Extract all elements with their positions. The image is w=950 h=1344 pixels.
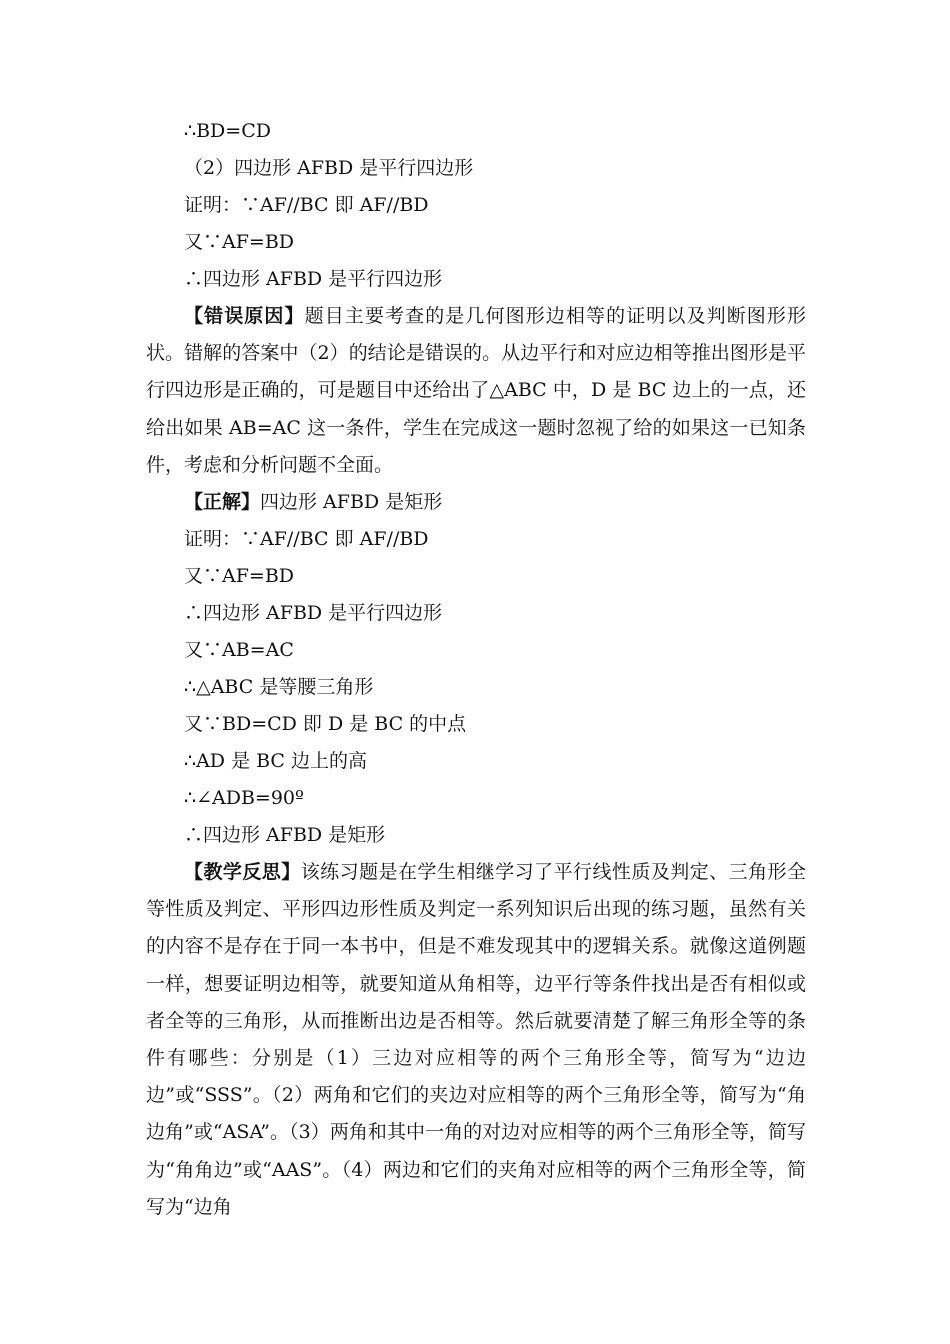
correct-answer-text: 四边形 AFBD 是矩形 bbox=[260, 491, 443, 514]
correct-proof-step-7: ∴AD 是 BC 边上的高 bbox=[184, 750, 368, 773]
wrong-claim-parallelogram: （2）四边形 AFBD 是平行四边形 bbox=[184, 157, 474, 179]
wrong-proof-step-1: 证明：∵AF//BC 即 AF//BD bbox=[184, 194, 429, 216]
error-reason-text: 题目主要考查的是几何图形边相等的证明以及判断图形形状。错解的答案中（2）的结论是错误的。从边平行和对应边相等推出图形是平行四边形是正确的，可是题目中还给出了△ABC 中，D 是 BC 边上的一点，还给出如果 AB=AC 这一条件，学生在完成这一题时忽视了给的如果这一已知条件，考虑和分析问题不全面。 bbox=[146, 305, 806, 476]
conclusion-bd-cd: ∴BD=CD bbox=[184, 120, 271, 142]
error-reason-paragraph bbox=[146, 298, 806, 484]
correct-answer-heading: 【正解】 bbox=[184, 491, 261, 514]
correct-proof-step-5: ∴△ABC 是等腰三角形 bbox=[184, 676, 374, 699]
correct-proof-step-9: ∴四边形 AFBD 是矩形 bbox=[184, 824, 386, 847]
correct-proof-step-4: 又∵AB=AC bbox=[184, 639, 294, 662]
error-reason-heading: 【错误原因】 bbox=[184, 305, 305, 327]
teaching-reflection-heading: 【教学反思】 bbox=[184, 861, 301, 884]
document-body bbox=[146, 113, 806, 1226]
correct-proof-step-8: ∴∠ADB=90º bbox=[184, 787, 304, 810]
correct-proof-step-3: ∴四边形 AFBD 是平行四边形 bbox=[184, 602, 443, 625]
wrong-proof-step-3: ∴四边形 AFBD 是平行四边形 bbox=[184, 268, 443, 290]
teaching-reflection-paragraph bbox=[146, 854, 806, 1226]
teaching-reflection-text: 该练习题是在学生相继学习了平行线性质及判定、三角形全等性质及判定、平形四边形性质及判定一系列知识后出现的练习题，虽然有关的内容不是存在于同一本书中，但是不难发现其中的逻辑关系。就像这道例题一样，想要证明边相等，就要知道从角相等，边平行等条件找出是否有相似或者全等的三角形，从而推断出边是否相等。然后就要清楚了解三角形全等的条件有哪些：分别是（1）三边对应相等的两个三角形全等，简写为“边边边”或“SSS”。（2）两角和它们的夹边对应相等的两个三角形全等，简写为“角边角”或“ASA”。（3）两角和其中一角的对边对应相等的两个三角形全等，简写为“角角边”或“AAS”。（4）两边和它们的夹角对应相等的两个三角形全等，简写为“边角 bbox=[146, 861, 806, 1218]
correct-proof-step-2: 又∵AF=BD bbox=[184, 565, 295, 588]
correct-answer-line bbox=[146, 484, 806, 521]
wrong-proof-step-2: 又∵AF=BD bbox=[184, 231, 295, 253]
correct-proof-step-1: 证明：∵AF//BC 即 AF//BD bbox=[184, 528, 429, 551]
correct-proof-step-6: 又∵BD=CD 即 D 是 BC 的中点 bbox=[184, 713, 467, 736]
